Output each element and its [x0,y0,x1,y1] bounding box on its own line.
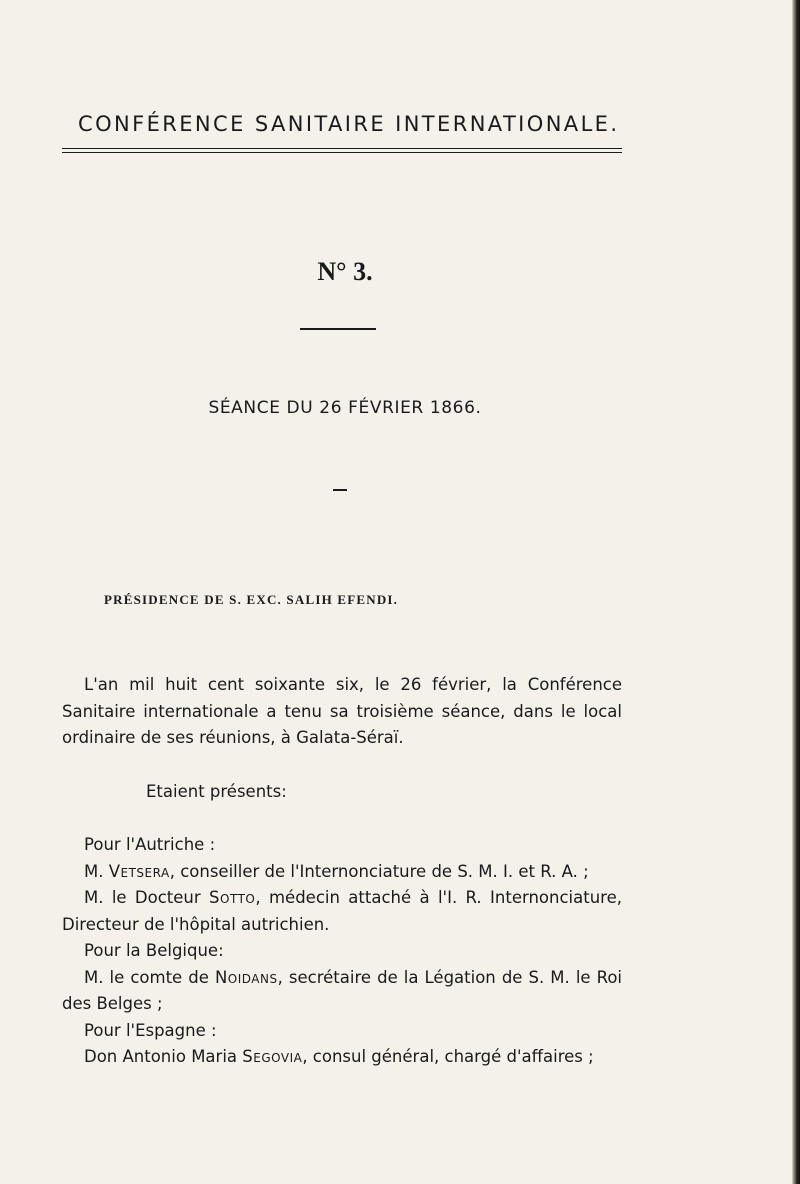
delegate-detail: , conseiller de l'Internonciature de S. M. I. et R. A. ; [169,861,589,881]
present-heading: Etaient présents: [146,781,287,801]
delegate-entry [62,859,622,886]
country-heading-spain: Pour l'Espagne : [84,1020,217,1040]
delegate-name: Noidans [214,967,278,987]
delegate-prefix: M. le comte de [84,967,215,987]
running-title: CONFÉRENCE SANITAIRE INTERNATIONALE. [78,112,620,136]
delegate-name: Vetsera [108,861,170,881]
delegate-prefix: Don Antonio Maria [84,1047,243,1066]
delegate-name: Sotto [209,888,256,907]
number-rule [300,328,376,330]
delegate-detail: , médecin attaché à l'I. R. Internonciature, Directeur de l'hôpital autrichien. [62,888,622,934]
delegate-entry [62,965,622,1018]
delegate-name: Segovia [242,1047,303,1066]
page-edge-shadow [792,0,800,1184]
delegate-prefix: M. le Docteur [84,888,210,907]
delegate-detail: , consul général, chargé d'affaires ; [302,1047,594,1066]
country-heading-austria: Pour l'Autriche : [84,835,216,854]
delegate-entry [62,1044,622,1071]
title-dash [333,489,347,491]
header-double-rule [62,148,622,153]
session-title: SÉANCE DU 26 FÉVRIER 1866. [208,398,482,418]
delegate-prefix: M. [84,861,109,881]
body-text [62,672,622,1071]
delegate-detail: , secrétaire de la Légation de S. M. le Roi des Belges ; [62,967,623,1013]
presidency-line: PRÉSIDENCE DE S. EXC. SALIH EFENDI. [104,592,399,607]
document-number: N° 3. [317,257,373,286]
country-heading-belgium: Pour la Belgique: [84,941,224,960]
delegate-entry [62,885,622,938]
opening-paragraph: L'an mil huit cent soixante six, le 26 février, la Conférence Sanitaire internationale a tenu sa troisième séance, dans le local ordinaire de ses réunions, à Galata-Séraï. [62,675,622,747]
